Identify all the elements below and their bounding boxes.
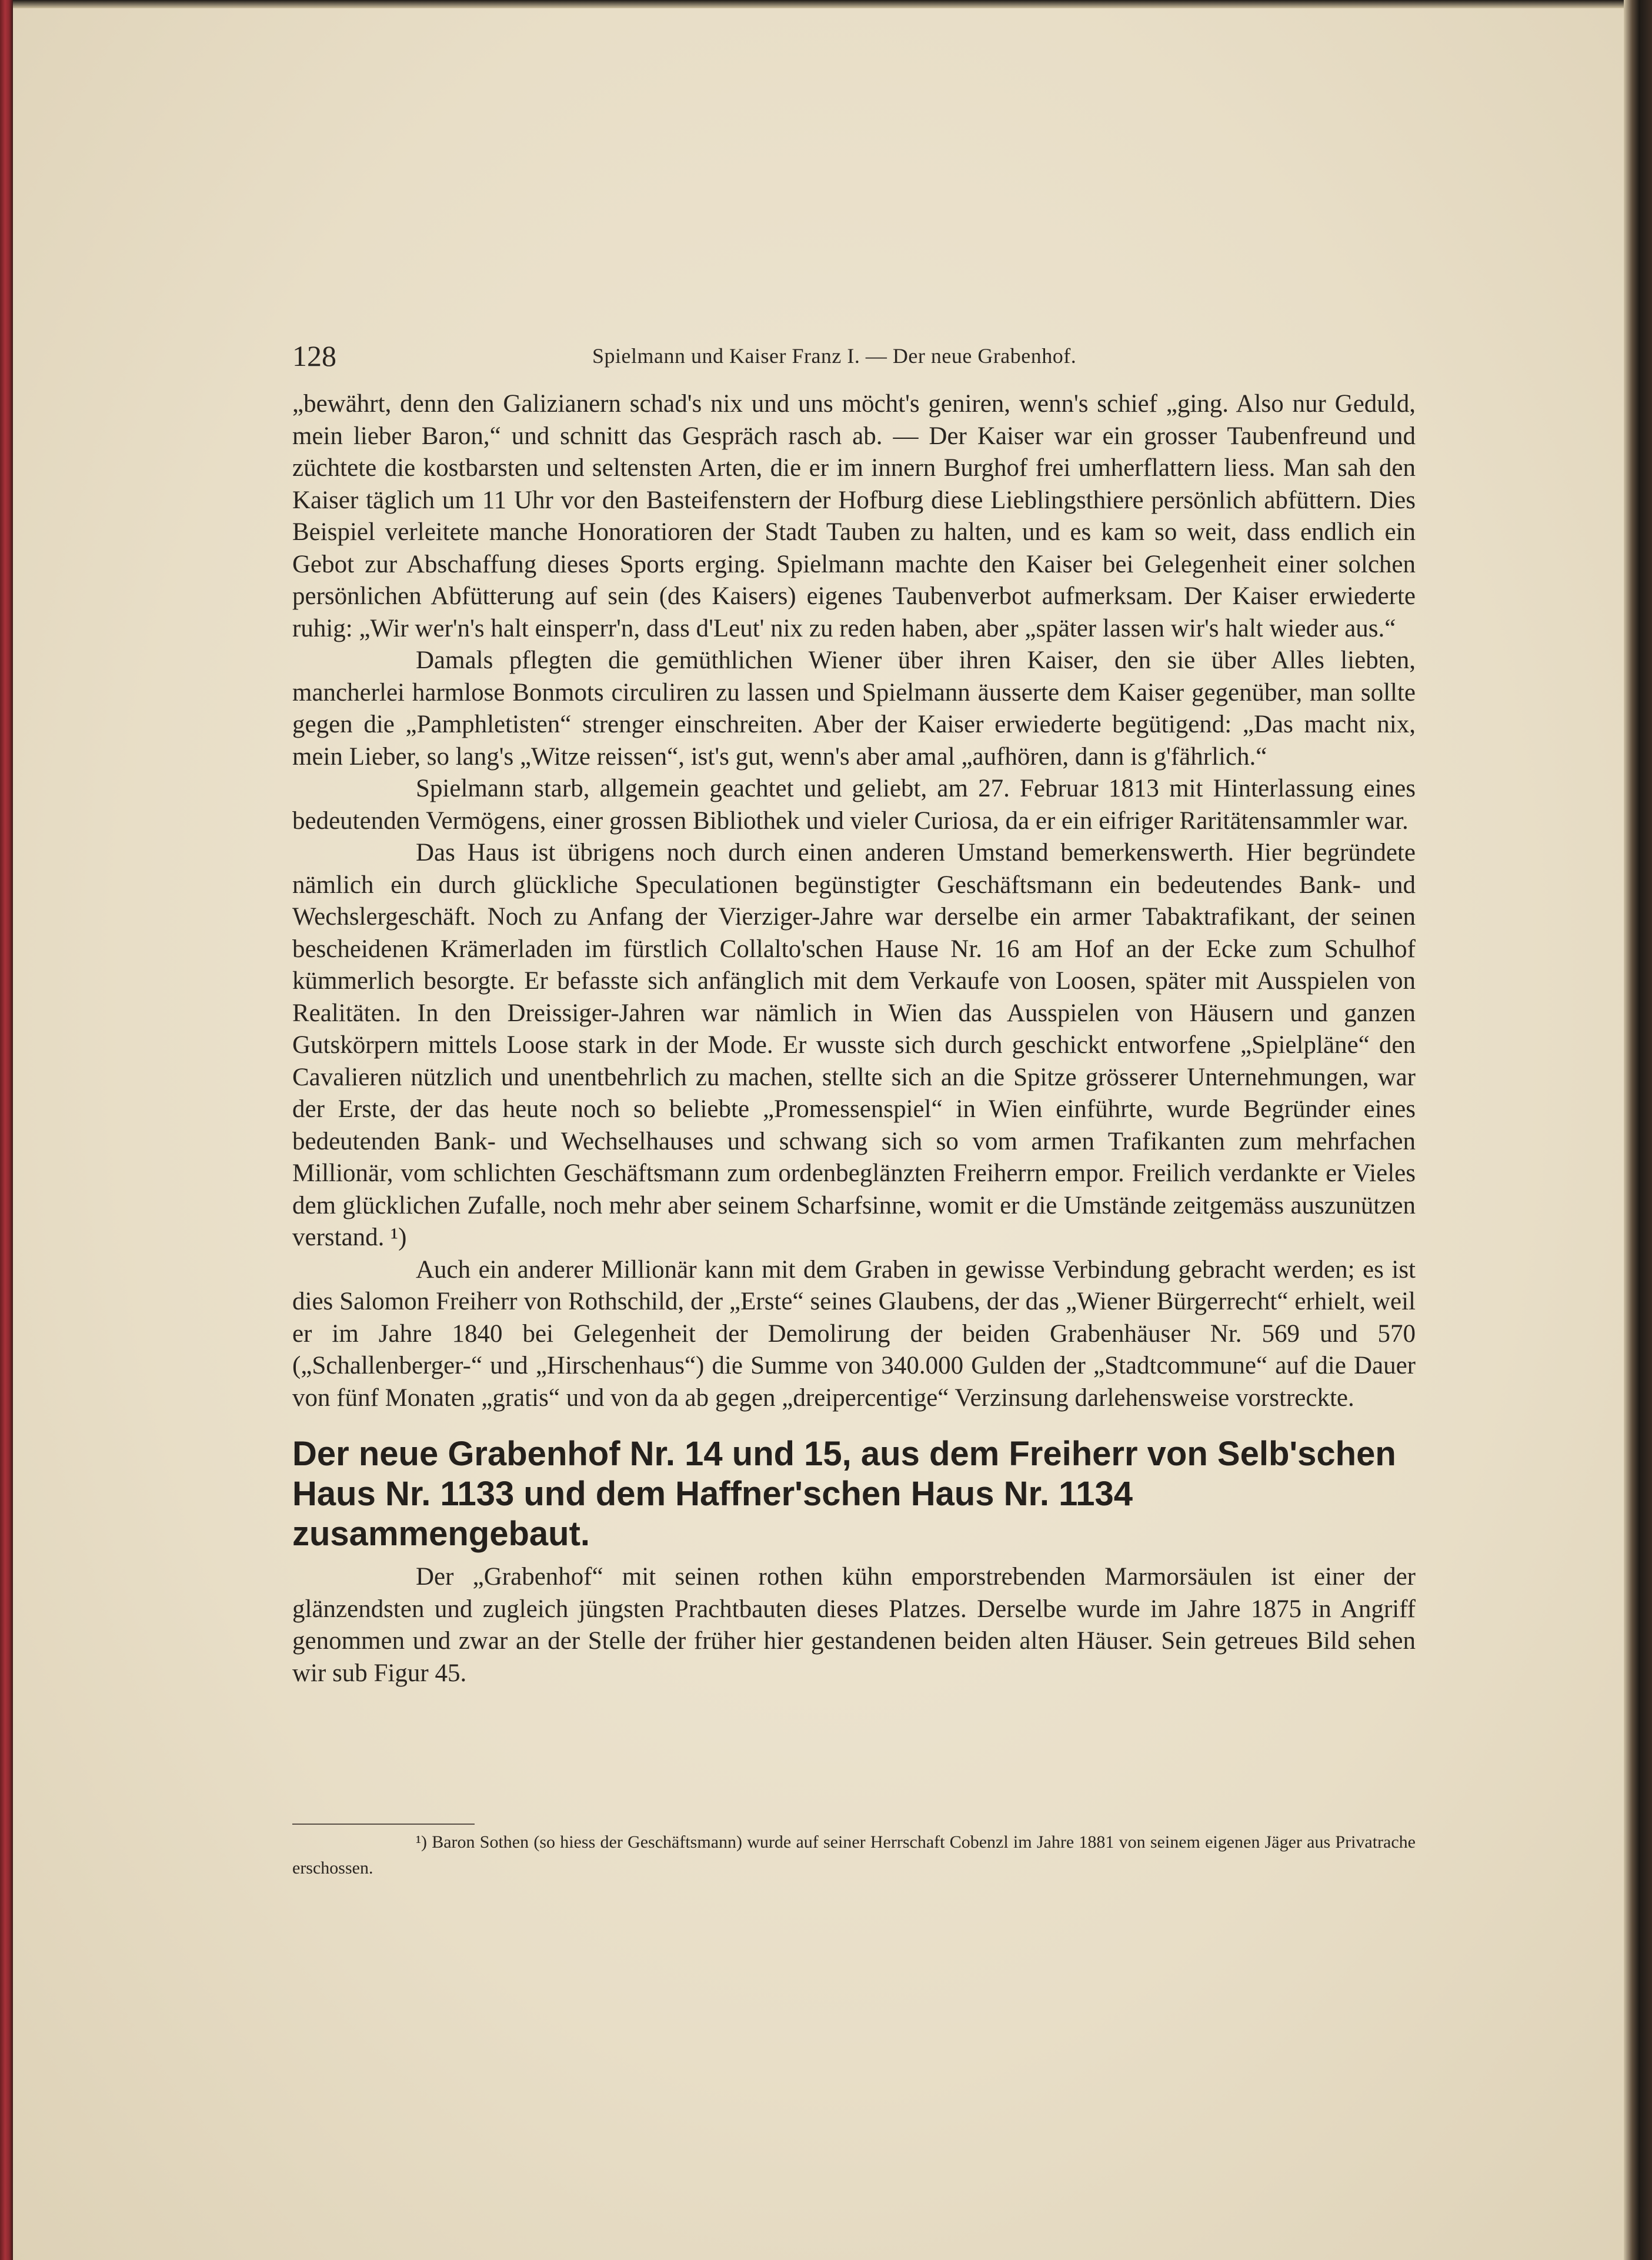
book-cover-edge [1624, 0, 1652, 2260]
page-top-edge [0, 0, 1652, 8]
footnote: ¹) Baron Sothen (so hiess der Geschäftsmann) wurde auf seiner Herrschaft Cobenzl im Jahre 1881 von seinem eigenen Jäger aus Privatrache erschossen. [292, 1832, 1416, 1878]
page-header [292, 335, 1413, 376]
footnote-rule [292, 1824, 475, 1825]
paragraph: Der „Grabenhof“ mit seinen rothen kühn emporstrebenden Marmorsäulen ist einer der glänzendsten und zugleich jüngsten Prachtbauten dieses Platzes. Derselbe wurde im Jahre 1875 in Angriff genommen und zwar an der Stelle der früher hier gestandenen beiden alten Häuser. Sein getreues Bild sehen wir sub Figur 45. [292, 1563, 1416, 1687]
running-head: Spielmann und Kaiser Franz I. — Der neue Grabenhof. [592, 344, 1077, 368]
paragraph: Spielmann starb, allgemein geachtet und geliebt, am 27. Februar 1813 mit Hinterlassung eines bedeutenden Vermögens, einer grossen Bibliothek und vieler Curiosa, da er ein eifriger Raritätensammler war. [292, 775, 1416, 835]
section-heading: Der neue Grabenhof Nr. 14 und 15, aus dem Freiherr von Selb'schen Haus Nr. 1133 und dem Haffner'schen Haus Nr. 1134 zusammengebaut. [292, 1435, 1396, 1553]
page-body [292, 388, 1416, 1689]
book-spine-edge [0, 0, 13, 2260]
paragraph: Das Haus ist übrigens noch durch einen anderen Umstand bemerkenswerth. Hier begründete nämlich ein durch glückliche Speculationen begünstigter Geschäftsmann ein bedeutendes Bank- und Wechslergeschäft. Noch zu Anfang der Vierziger-Jahre war derselbe ein armer Tabaktrafikant, der seinen bescheidenen Krämerladen im fürstlich Collalto'schen Hause Nr. 16 am Hof an der Ecke zum Schulhof kümmerlich besorgte. Er befasste sich anfänglich mit dem Verkaufe von Loosen, später mit Ausspielen von Realitäten. In den Dreissiger-Jahren war nämlich in Wien das Ausspielen von Häusern und ganzen Gutskörpern mittels Loose stark in der Mode. Er wusste sich durch geschickt entworfene „Spielpläne“ den Cavalieren nützlich und unentbehrlich zu machen, stellte sich an die Spitze grösserer Unternehmungen, war der Erste, der das heute noch so beliebte „Promessenspiel“ in Wien einführte, wurde Begründer eines bedeutenden Bank- und Wechselhauses und schwang sich so vom armen Trafikanten zum mehrfachen Millionär, vom schlichten Geschäftsmann zum ordenbeglänzten Freiherrn empor. Freilich verdankte er Vieles dem glücklichen Zufalle, noch mehr aber seinem Scharfsinne, womit er die Umstände zeitgemäss auszunützen verstand. ¹) [292, 839, 1416, 1251]
paragraph: „bewährt, denn den Galizianern schad's nix und uns möcht's geniren, wenn's schief „ging. Also nur Geduld, mein lieber Baron,“ und schnitt das Gespräch rasch ab. — Der Kaiser war ein grosser Taubenfreund und züchtete die kostbarsten und seltensten Arten, die er im innern Burghof frei umherflattern liess. Man sah den Kaiser täglich um 11 Uhr vor den Basteifenstern der Hofburg diese Lieblingsthiere persönlich abfüttern. Dies Beispiel verleitete manche Honoratioren der Stadt Tauben zu halten, und es kam so weit, dass endlich ein Gebot zur Abschaffung dieses Sports erging. Spielmann machte den Kaiser bei Gelegenheit einer solchen persönlichen Abfütterung auf sein (des Kaisers) eigenes Taubenverbot aufmerksam. Der Kaiser erwiederte ruhig: „Wir wer'n's halt einsperr'n, dass d'Leut' nix zu reden haben, aber „später lassen wir's halt wieder aus.“ [292, 390, 1416, 642]
paragraph: Damals pflegten die gemüthlichen Wiener über ihren Kaiser, den sie über Alles liebten, mancherlei harmlose Bonmots circuliren zu lassen und Spielmann äusserte dem Kaiser gegenüber, man sollte gegen die „Pamphletisten“ strenger einschreiten. Aber der Kaiser erwiederte begütigend: „Das macht nix, mein Lieber, so lang's „Witze reissen“, ist's gut, wenn's aber amal „aufhören, dann is g'fährlich.“ [292, 646, 1416, 771]
page-number: 128 [292, 339, 336, 372]
paragraph: Auch ein anderer Millionär kann mit dem Graben in gewisse Verbindung gebracht werden; es ist dies Salomon Freiherr von Rothschild, der „Erste“ seines Glaubens, der das „Wiener Bürgerrecht“ erhielt, weil er im Jahre 1840 bei Gelegenheit der Demolirung der beiden Grabenhäuser Nr. 569 und 570 („Schallenberger-“ und „Hirschenhaus“) die Summe von 340.000 Gulden der „Stadtcommune“ auf die Dauer von fünf Monaten „gratis“ und von da ab gegen „dreipercentige“ Verzinsung darlehensweise vorstreckte. [292, 1255, 1416, 1412]
